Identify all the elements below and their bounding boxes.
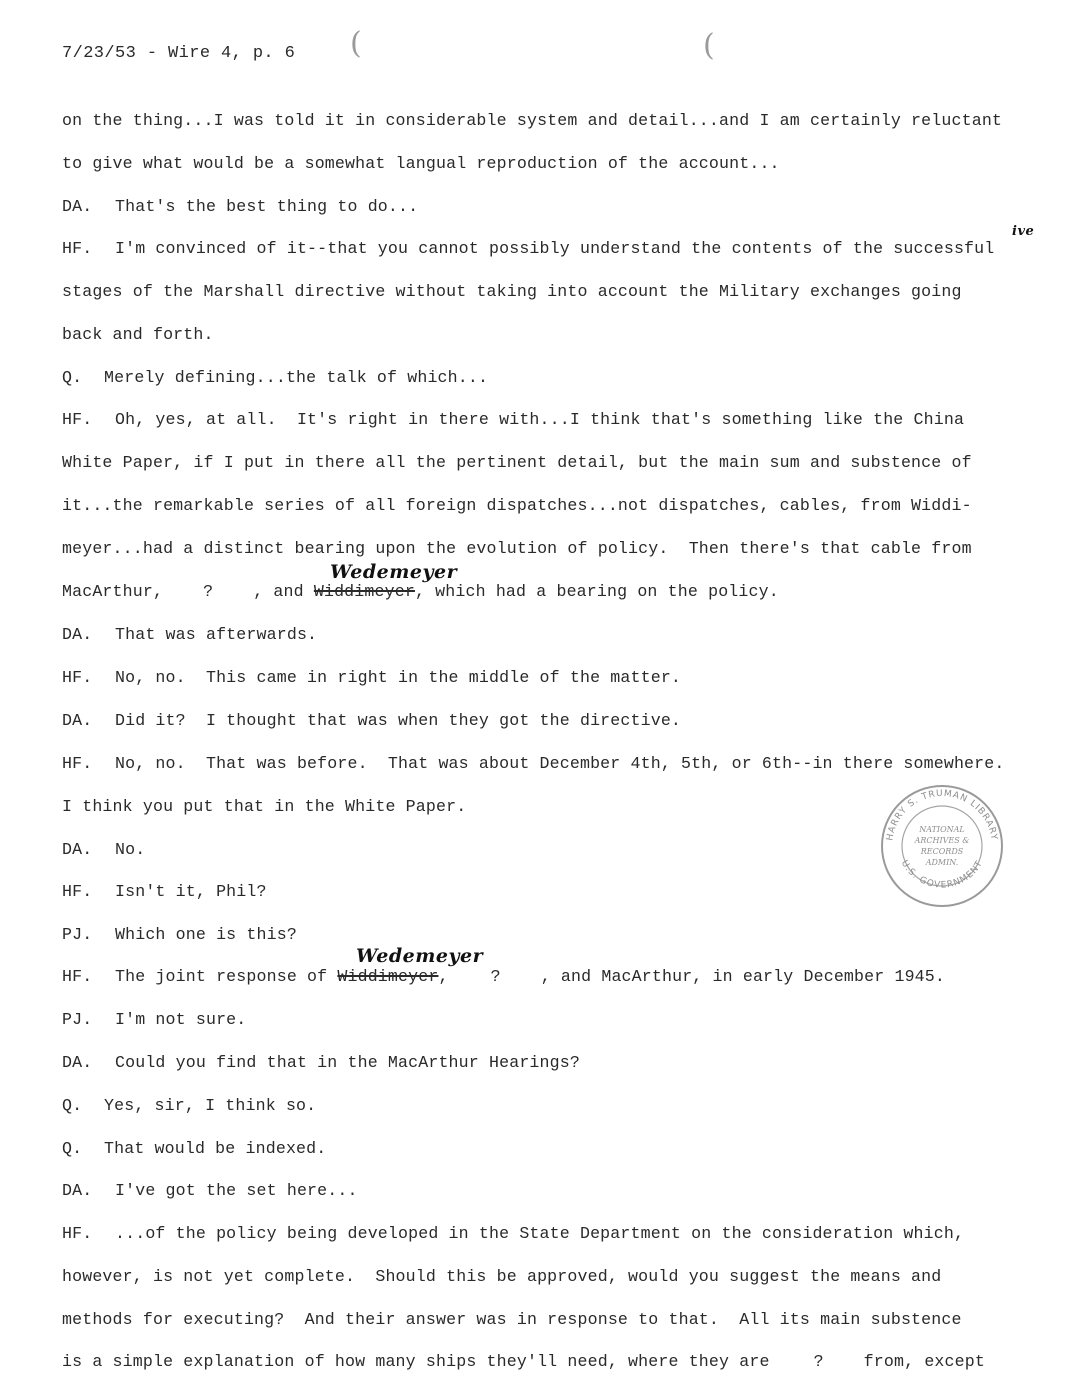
line-text: stages of the Marshall directive without taking into account the Military exchanges going	[62, 282, 962, 301]
transcript-line	[62, 967, 945, 987]
transcript-line	[62, 1010, 246, 1030]
line-text: I'm convinced of it--that you cannot possibly understand the contents of the successful	[115, 239, 995, 258]
line-text: ...of the policy being developed in the State Department on the consideration which,	[115, 1224, 965, 1243]
transcript-line	[62, 539, 972, 559]
line-text: Could you find that in the MacArthur Hearings?	[115, 1053, 580, 1072]
speaker-label: HF.	[62, 668, 93, 687]
transcript-line	[62, 496, 972, 516]
library-stamp	[878, 782, 1006, 910]
transcript-line	[62, 582, 779, 602]
line-text: it...the remarkable series of all foreign dispatches...not dispatches, cables, from Widdi-	[62, 496, 972, 515]
line-text: , and	[253, 582, 304, 601]
page-header: 7/23/53 - Wire 4, p. 6	[62, 44, 296, 63]
transcript-line	[62, 197, 418, 217]
unclear-marker: ?	[203, 582, 214, 601]
stamp-bottom-text: U.S. GOVERNMENT	[898, 858, 986, 891]
struck-text: Widdimeyer	[313, 582, 415, 601]
transcript-line	[62, 1139, 326, 1159]
line-text: No, no. This came in right in the middle of the matter.	[115, 668, 682, 687]
transcript-line	[62, 453, 972, 473]
line-text: MacArthur,	[62, 582, 164, 601]
line-text: That would be indexed.	[104, 1139, 327, 1158]
transcript-line	[62, 410, 964, 430]
line-text: White Paper, if I put in there all the pertinent detail, but the main sum and substence of	[62, 453, 972, 472]
transcript-line	[62, 840, 145, 860]
line-text: , which had a bearing on the policy.	[414, 582, 779, 601]
speaker-label: HF.	[62, 967, 93, 986]
transcript-line	[62, 1181, 358, 1201]
transcript-line	[62, 325, 214, 345]
speaker-label: HF.	[62, 882, 93, 901]
transcript-line	[62, 797, 466, 817]
line-text: Isn't it, Phil?	[115, 882, 267, 901]
speaker-label: DA.	[62, 1181, 93, 1200]
line-text: is a simple explanation of how many ships they'll need, where they are	[62, 1352, 770, 1371]
speaker-label: HF.	[62, 410, 93, 429]
unclear-marker: ?	[490, 967, 501, 986]
line-text: , and MacArthur, in early December 1945.	[540, 967, 946, 986]
transcript-line	[62, 668, 681, 688]
transcript-line	[62, 1096, 316, 1116]
speaker-label: HF.	[62, 1224, 93, 1243]
handwritten-insert: ive	[1012, 224, 1035, 239]
speaker-label: Q.	[62, 1139, 83, 1158]
transcript-line	[62, 1310, 962, 1330]
line-text: I'm not sure.	[115, 1010, 247, 1029]
line-text: Did it? I thought that was when they got the directive.	[115, 711, 682, 730]
transcript-line	[62, 368, 488, 388]
speaker-label: PJ.	[62, 925, 93, 944]
transcript-line	[62, 882, 267, 902]
line-text: ,	[438, 967, 449, 986]
speaker-label: DA.	[62, 625, 93, 644]
unclear-marker: ?	[813, 1352, 824, 1371]
transcript-line	[62, 111, 1002, 131]
transcript-line	[62, 1352, 985, 1372]
stamp-outer-text: HARRY S. TRUMAN LIBRARY	[885, 788, 999, 842]
transcript-line	[62, 754, 1005, 774]
line-text: I've got the set here...	[115, 1181, 358, 1200]
margin-mark-left: (	[350, 26, 362, 61]
margin-mark-right: (	[703, 28, 715, 63]
transcript-line	[62, 1267, 941, 1287]
struck-text: Widdimeyer	[337, 967, 439, 986]
line-text: meyer...had a distinct bearing upon the evolution of policy. Then there's that cable from	[62, 539, 972, 558]
speaker-label: PJ.	[62, 1010, 93, 1029]
transcript-line	[62, 154, 780, 174]
line-text: however, is not yet complete. Should this be approved, would you suggest the means and	[62, 1267, 942, 1286]
line-text: That's the best thing to do...	[115, 197, 419, 216]
speaker-label: HF.	[62, 239, 93, 258]
line-text: The joint response of	[115, 967, 328, 986]
line-text: That was afterwards.	[115, 625, 318, 644]
line-text: on the thing...I was told it in considerable system and detail...and I am certainly reluctant	[62, 111, 1003, 130]
handwritten-correction: Wedemeyer	[356, 945, 484, 967]
speaker-label: DA.	[62, 840, 93, 859]
transcript-line	[62, 625, 317, 645]
line-text: Which one is this?	[115, 925, 297, 944]
stamp-inner-text: NATIONAL	[919, 825, 965, 834]
line-text: methods for executing? And their answer was in response to that. All its main substence	[62, 1310, 962, 1329]
transcript-line	[62, 239, 994, 259]
speaker-label: DA.	[62, 1053, 93, 1072]
transcript-line	[62, 925, 297, 945]
line-text: to give what would be a somewhat langual reproduction of the account...	[62, 154, 780, 173]
stamp-seal-icon	[878, 782, 1006, 910]
stamp-inner-text: ADMIN.	[925, 858, 959, 867]
speaker-label: DA.	[62, 711, 93, 730]
speaker-label: Q.	[62, 368, 83, 387]
transcript-line	[62, 282, 962, 302]
line-text: Yes, sir, I think so.	[104, 1096, 317, 1115]
line-text: back and forth.	[62, 325, 214, 344]
speaker-label: Q.	[62, 1096, 83, 1115]
line-text: I think you put that in the White Paper.	[62, 797, 467, 816]
line-text: from, except	[863, 1352, 985, 1371]
transcript-line	[62, 711, 681, 731]
line-text: Oh, yes, at all. It's right in there with...I think that's something like the China	[115, 410, 965, 429]
transcript-line	[62, 1224, 964, 1244]
line-text: No, no. That was before. That was about December 4th, 5th, or 6th--in there somewhere.	[115, 754, 1005, 773]
stamp-inner-text: ARCHIVES &	[914, 836, 970, 845]
handwritten-correction: Wedemeyer	[330, 561, 458, 583]
speaker-label: DA.	[62, 197, 93, 216]
line-text: Merely defining...the talk of which...	[104, 368, 489, 387]
stamp-inner-text: RECORDS	[920, 847, 964, 856]
transcript-line	[62, 1053, 580, 1073]
speaker-label: HF.	[62, 754, 93, 773]
line-text: No.	[115, 840, 146, 859]
